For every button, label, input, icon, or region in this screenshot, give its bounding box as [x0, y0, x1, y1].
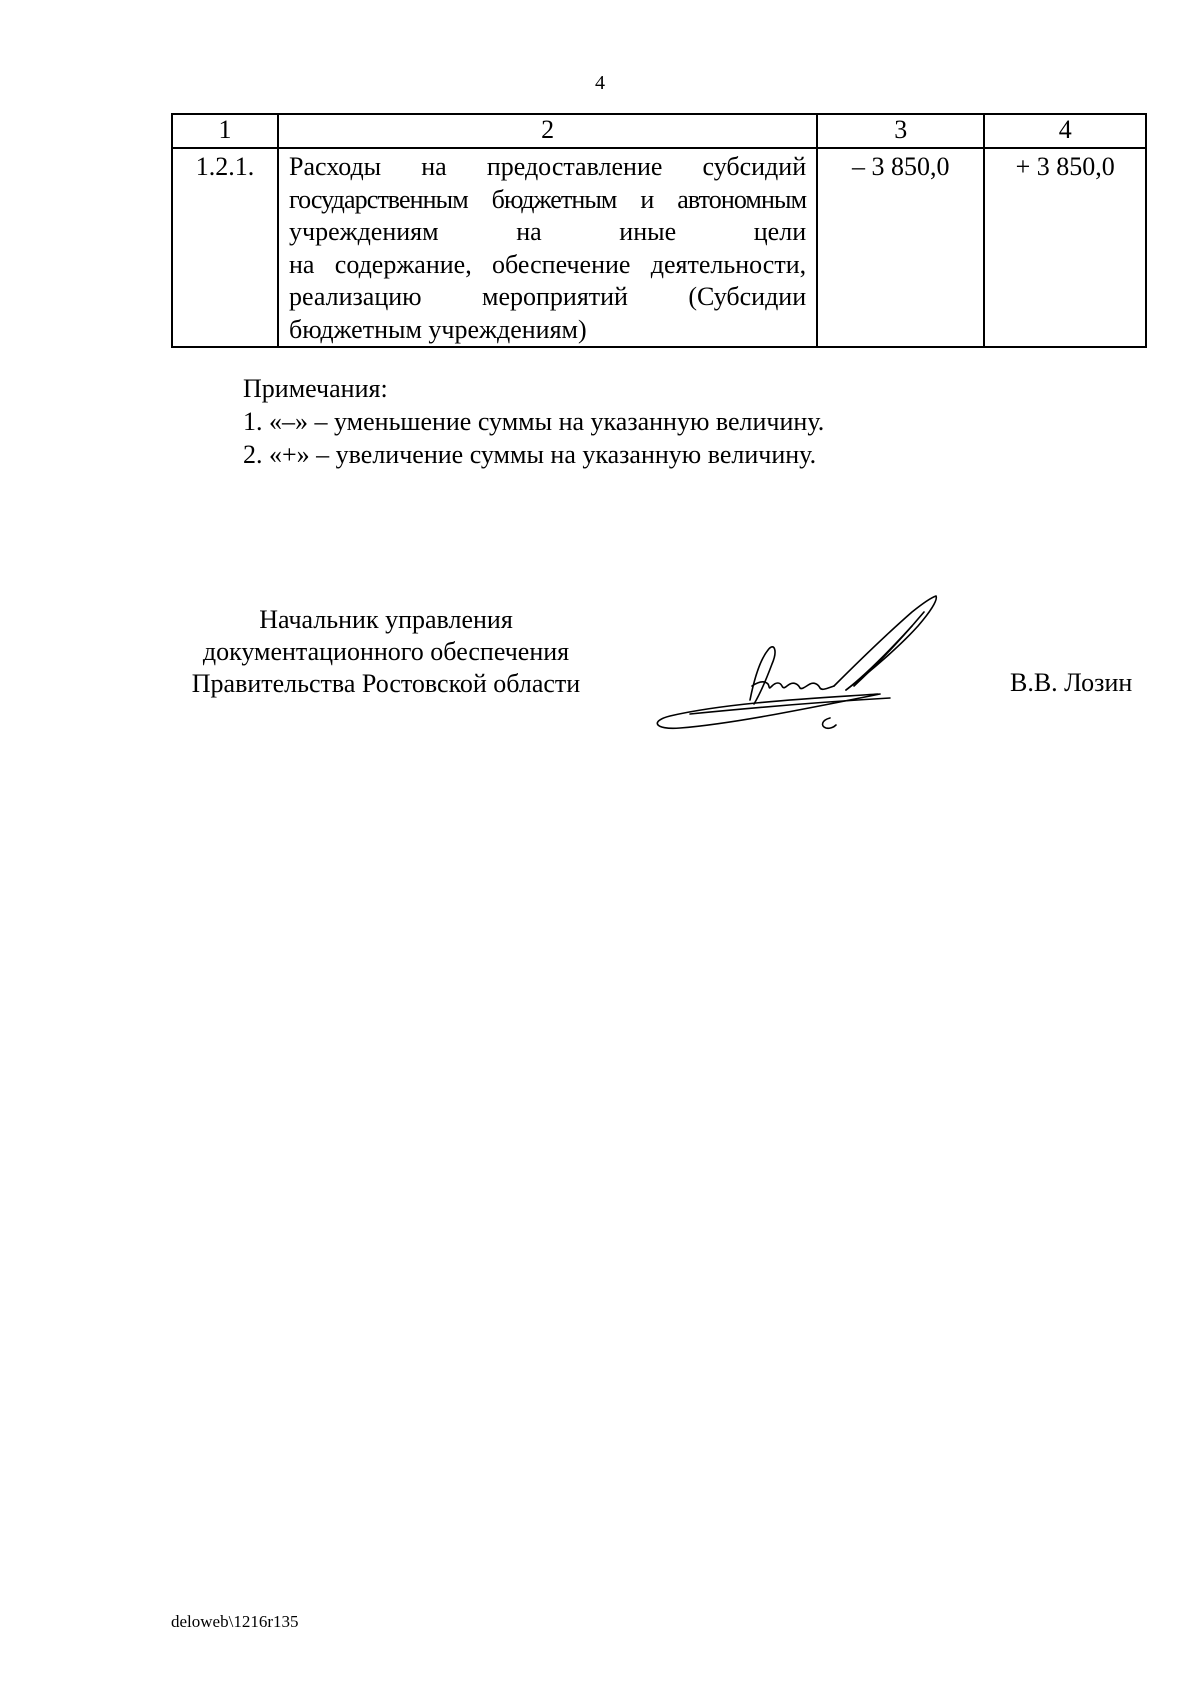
- description-line: бюджетным учреждениям): [289, 314, 587, 344]
- row-increase-value: + 3 850,0: [984, 148, 1146, 347]
- note-item: 2. «+» – увеличение суммы на указанную величину.: [243, 440, 817, 469]
- signer-position: [171, 604, 601, 700]
- notes-section: [243, 372, 824, 471]
- column-header-1: 1: [172, 114, 278, 148]
- row-description: [278, 148, 817, 347]
- notes-heading: Примечания:: [243, 374, 388, 403]
- column-header-4: 4: [984, 114, 1146, 148]
- description-line: на содержание, обеспечение деятельности,: [289, 249, 807, 279]
- footer-document-code: deloweb\1216r135: [171, 1612, 299, 1631]
- description-line: Расходы на предоставление субсидий: [289, 152, 807, 181]
- table-row: [172, 148, 1146, 347]
- description-line: государственным бюджетным и автономным: [289, 184, 807, 214]
- row-decrease-value: – 3 850,0: [817, 148, 984, 347]
- signer-name: В.В. Лозин: [1010, 668, 1133, 697]
- description-line: учреждениям на иные цели: [289, 217, 807, 246]
- row-code: 1.2.1.: [172, 148, 278, 347]
- table-header-row: [172, 114, 1146, 148]
- note-item: 1. «–» – уменьшение суммы на указанную величину.: [243, 407, 825, 436]
- position-line: документационного обеспечения: [202, 637, 570, 666]
- column-header-2: 2: [278, 114, 817, 148]
- budget-table: [171, 113, 1147, 348]
- column-header-3: 3: [817, 114, 984, 148]
- description-line: реализацию мероприятий (Субсидии: [289, 282, 807, 311]
- handwritten-signature: [650, 590, 980, 740]
- position-line: Правительства Ростовской области: [191, 669, 581, 698]
- page-number: 4: [595, 72, 605, 94]
- position-line: Начальник управления: [259, 605, 513, 634]
